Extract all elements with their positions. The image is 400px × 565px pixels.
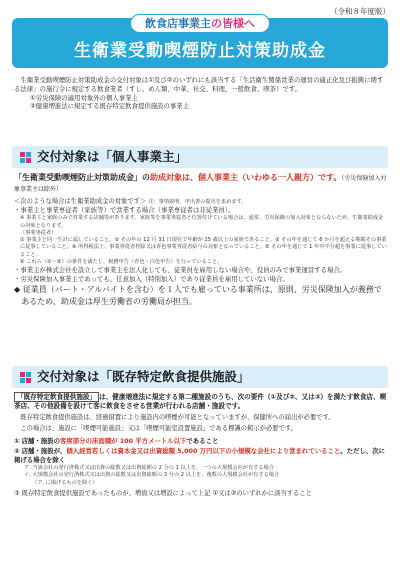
note-line: ⑥ これら（①～⑤）の条件を満たし、税務申告（青色・白色申告）を行っていること。 [20,258,223,265]
banner-subtitle: 飲食店事業主の皆様へ [130,14,270,33]
requirement-note: ア. 当該会社の発行済株式又は出資の総数又は出資総額の 2 分の 1 以上を、一つの大規模会社が有する場合 [24,465,274,472]
year-tag: （令和８年度版） [330,7,390,16]
bullet-item: ・事業主と事業専従者（家族等）で営業する場合（事業専従者は非従業員）。 [14,206,235,215]
section-individual-body [14,172,388,307]
section-title: 交付対象は「既存特定飲食提供施設」 [37,369,250,385]
square-icon [20,372,31,383]
facility-paragraph: 既存特定飲食提供施設は、経過措置により施設内の喫煙が可能となっていますが、保健所への届出が必要です。 [20,414,335,422]
note-line: ① 事業主と同一生計に属していること。② その年の 12 月 31 日現在で年齢が 15 歳以上の家族であること。③ その年を通じて 6 か月を超える期間その事業に従事していること。④ 所得税法上、事業専従者控除又は青色事業専従者給与の対象となっていること。⑤ その年を通じて 1 年中半分超を事業に従事していること。 [20,237,387,258]
intro-option-2: ②健康増進法に規定する既存特定飲食提供施設の事業主 [29,102,190,111]
intro-paragraph: 生衛業受動喫煙防止対策助成金の交付対象は①及び②のいずれにも該当する「生活衛生関係営業の運営の適正化及び振興に関する法律」の施行令に規定する飲食業者（すし、めん類、中華、社交、料理、一般飲食、喫茶）です。 [14,76,384,93]
section-heading-individual [12,146,388,168]
section-heading-facility [12,366,388,388]
note-line: （事業専従者） [20,229,57,236]
requirement-item-2: ② 店舗・施設が、個人経営若しくは資本金又は出資総額 5,000 万円以下の小規模な会社により営まれていること。ただし、次に掲げる場合を除く [14,447,386,465]
requirement-note: イ. 大規模会社の発行済株式又は出資の総数又は出資総額の 3 分の 2 以上を、複数の大規模会社が有する場合 [24,472,280,479]
facility-paragraph: この場合は、施設に「喫煙可能施設」又は「喫煙可能室設置施設」である標識の掲示が必要です。 [20,424,297,432]
sub-heading: ＜次のような場合は生衛業助成金の対象です＞ 注：事情説明、申出書の提出を求めます。 [14,197,247,205]
intro-option-1: ①労災保険の適用対象外の個人事業主 [29,93,138,102]
bullet-item: ・事業主が株式会社を設立して事業主を法人化しても、従業員を雇用しない場合や、役員のみで事業運営する場合。 [14,266,347,275]
facility-lead: 「既存特定飲食提供施設」 は、健康増進法に規定する第二種施設のうち、次の要件（①及び②、又は③）を満たす飲食店、喫茶店、その他設備を設けて客に飲食をさせる営業が行われる店舗・施設です。 [14,393,387,411]
title-banner [12,18,388,68]
requirement-item-1: ① 店舗・施設の客席部分の床面積が 100 平方メートル以下であること [14,436,219,445]
section-title: 交付対象は「個人事業主」 [37,149,188,165]
intro-text [14,76,388,111]
square-icon [20,152,31,163]
requirement-item-3: ③ 既存特定飲食提供施設であったものが、増資又は増設によって上記 ①又は②のいずれかに該当すること [14,489,312,497]
bullet-item: ・労災保険加入事業主であっても、任意加入（特別加入）であり従業員を雇用していない場合。 [14,275,289,284]
section-facility-body [14,393,388,499]
bullet-item-emphasis: ◆ 従業員（パート・アルバイトを含む）を１人でも雇っている事業所は、原則、労災保険加入が義務であるため、助成金は厚生労働省の労働局が担当。 [14,284,382,306]
requirement-note: （ア. に掲げるものを除く） [32,479,98,486]
lead-text: 「生衛業受動喫煙防止対策助成金」の助成対象は、個人事業主（いわゆる一人親方）です。（労災保険加入対象事業主は除外） [14,173,387,194]
banner-title: 生衛業受動喫煙防止対策助成金 [74,41,326,61]
note-line: ※ 事業主と家族のみで営業する店舗等があります。家族等を事業専従者と位置付けている場合は、通常、労災保険の加入対象とならないため、生衛業助成金の対象となります。 [20,215,384,229]
